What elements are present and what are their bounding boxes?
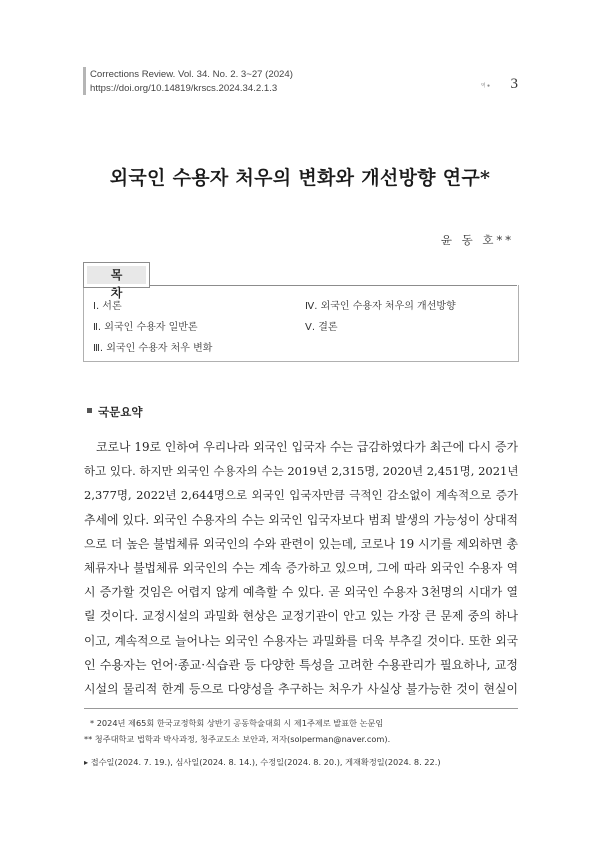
page-number: 3 [510, 76, 518, 92]
header-accent-bar [83, 67, 86, 95]
toc-item[interactable]: Ⅱ. 외국인 수용자 일반론 [93, 322, 198, 333]
submission-dates: ▸ 접수일(2024. 7. 19.), 심사일(2024. 8. 14.), 수정일(2024. 8. 20.), 게재확정일(2024. 8. 22.) [84, 757, 441, 767]
journal-header [90, 68, 293, 95]
footnote-2: ** 청주대학교 법학과 박사과정, 청주교도소 보안과, 저자(solperman@naver.com). [84, 734, 391, 744]
abstract-line: 릴 것이다. 교정시설의 과밀화 현상은 교정기관이 안고 있는 가장 큰 문제 중의 하나 [84, 609, 518, 624]
abstract-line: 으로 더 높은 불법체류 외국인의 수와 관련이 있는데, 코로나 19 시기를 제외하면 총 [84, 536, 518, 551]
footnote-1: * 2024년 제65회 한국교정학회 상반기 공동학술대회 시 제1주제로 발표한 논문임 [90, 718, 384, 728]
abstract-heading-text: 국문요약 [98, 405, 143, 419]
doi-link[interactable]: https://doi.org/10.14819/krscs.2024.34.2.1.3 [90, 82, 278, 94]
toc-item[interactable]: Ⅳ. 외국인 수용자 처우의 개선방향 [305, 301, 456, 312]
square-bullet-icon [87, 408, 92, 413]
toc-label-tab [83, 262, 150, 300]
paper-title: 외국인 수용자 처우의 변화와 개선방향 연구* [109, 167, 491, 189]
journal-citation: Corrections Review. Vol. 34. No. 2. 3~27 (2024) [90, 69, 293, 80]
abstract-line: 체류자나 불법체류 외국인의 수는 계속 증가하고 있으며, 그에 따라 외국인 수용자 역 [84, 561, 518, 576]
abstract-line: 추세에 있다. 외국인 수용자의 수는 외국인 입국자보다 범죄 발생의 가능성이 상대적 [84, 512, 518, 527]
abstract-heading [87, 404, 142, 420]
abstract-line: 코로나 19로 인하여 우리나라 외국인 입국자 수는 급감하였다가 최근에 다시 증가 [96, 440, 518, 454]
abstract-line: 시설의 물리적 한계 등으로 다양성을 추구하는 처우가 사실상 불가능한 것이 현실이 [84, 682, 518, 697]
toc-item[interactable]: Ⅲ. 외국인 수용자 처우 변화 [93, 343, 213, 354]
abstract-body [84, 435, 518, 701]
abstract-line: 시 증가할 것임은 어렵지 않게 예측할 수 있다. 곧 외국인 수용자 3천명의 시대가 열 [84, 585, 518, 600]
footnote-rule [84, 708, 518, 709]
abstract-line: 하고 있다. 하지만 외국인 수용자의 수는 2019년 2,315명, 2020년 2,451명, 2021년 [84, 464, 519, 479]
abstract-line: 2,377명, 2022년 2,644명으로 외국인 입국자만큼 극적인 감소없이 계속적으로 증가 [84, 488, 518, 503]
page-mark: 역 ● [480, 83, 490, 89]
toc-item[interactable]: Ⅴ. 결론 [305, 322, 338, 333]
author-name: 윤 동 호** [440, 233, 514, 247]
toc-label: 목 차 [87, 266, 146, 284]
toc-item[interactable]: Ⅰ. 서론 [93, 301, 122, 312]
abstract-line: 인 수용자는 언어·종교·식습관 등 다양한 특성을 고려한 수용관리가 필요하나, 교정 [84, 657, 518, 672]
abstract-line: 이고, 계속적으로 늘어나는 외국인 수용자는 과밀화를 더욱 부추길 것이다. 또한 외국 [84, 633, 518, 648]
